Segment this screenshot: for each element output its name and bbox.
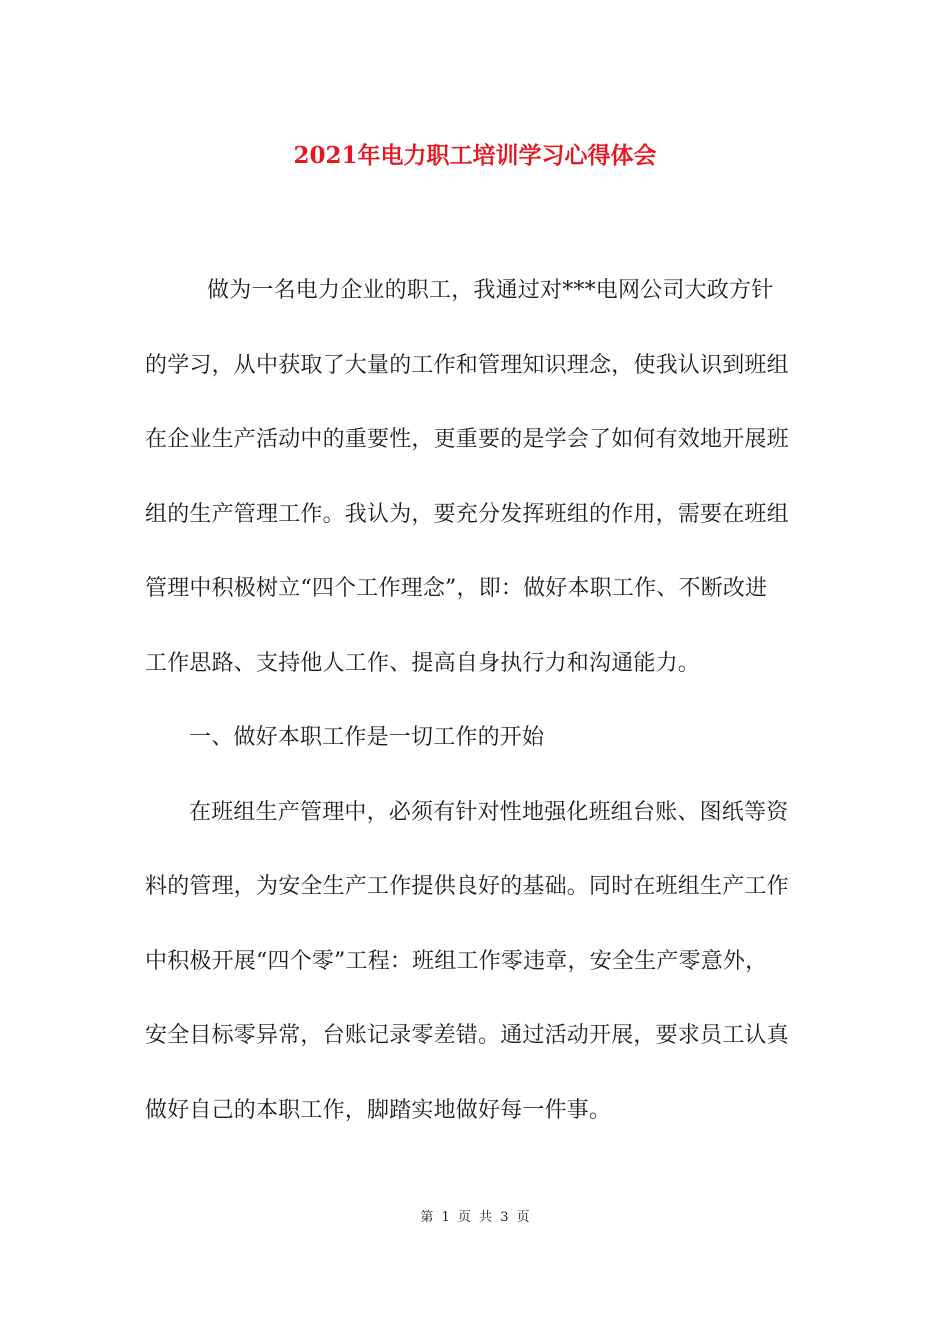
paragraph-line: 料的管理，为安全生产工作提供良好的基础。同时在班组生产工作 [145, 874, 789, 899]
paragraph-line: 在企业生产活动中的重要性，更重要的是学会了如何有效地开展班 [145, 427, 789, 452]
document-body [145, 274, 805, 1168]
section-heading: 一、做好本职工作是一切工作的开始 [189, 725, 545, 750]
paragraph-line: 安全目标零异常，台账记录零差错。通过活动开展，要求员工认真 [145, 1023, 789, 1048]
paragraph-line: 的学习，从中获取了大量的工作和管理知识理念，使我认识到班组 [145, 352, 789, 378]
paragraph-line: 做为一名电力企业的职工，我通过对***电网公司大政方针 [207, 278, 774, 303]
page-number: 第 1 页 共 3 页 [420, 1210, 530, 1225]
document-title: 2021年电力职工培训学习心得体会 [293, 142, 657, 169]
paragraph-line: 在班组生产管理中，必须有针对性地强化班组台账、图纸等资 [189, 799, 789, 825]
paragraph-line: 工作思路、支持他人工作、提高自身执行力和沟通能力。 [145, 650, 701, 676]
paragraph-line: 中积极开展“四个零”工程：班组工作零违章，安全生产零意外， [145, 948, 768, 974]
paragraph-line: 做好自己的本职工作，脚踏实地做好每一件事。 [145, 1097, 612, 1123]
paragraph-line: 组的生产管理工作。我认为，要充分发挥班组的作用，需要在班组 [145, 501, 789, 527]
paragraph-line: 管理中积极树立“四个工作理念”，即：做好本职工作、不断改进 [145, 576, 768, 601]
